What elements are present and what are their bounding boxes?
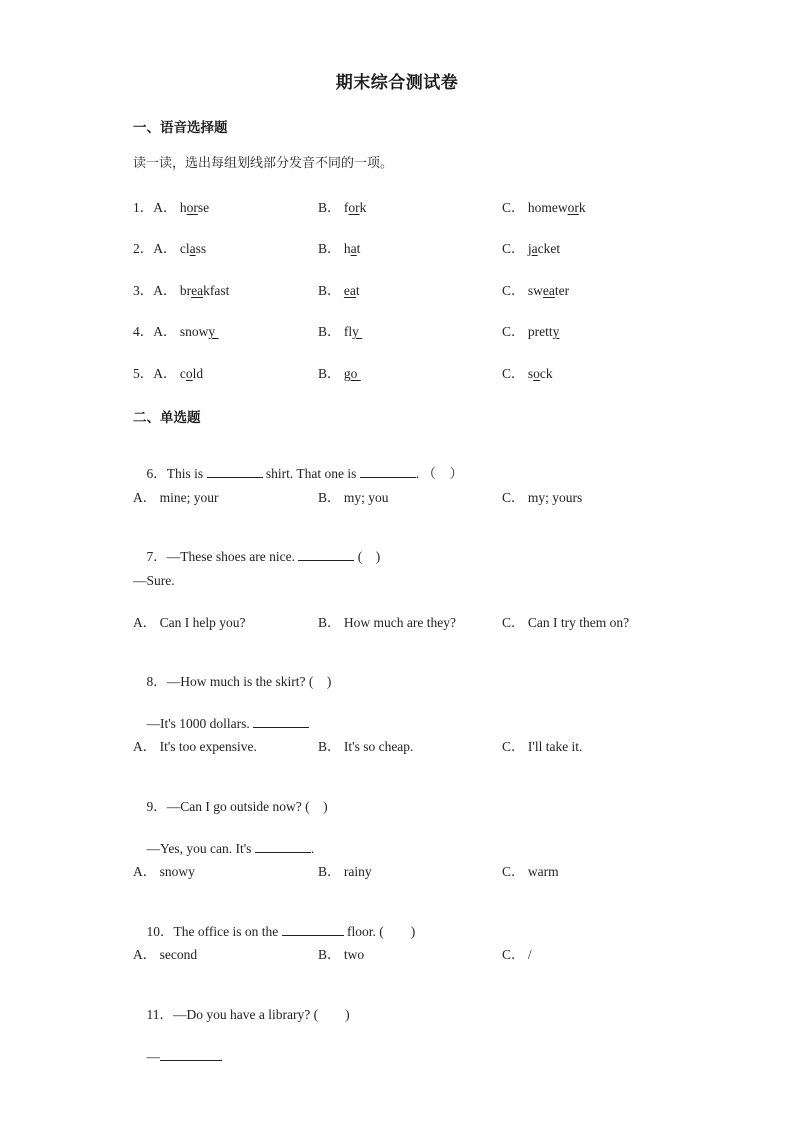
option-text: my; yours (527, 490, 583, 505)
option-text: br (179, 283, 192, 298)
underlined-letters: y (352, 324, 363, 339)
option-label: A． (153, 324, 180, 339)
underlined-letters: a (350, 241, 357, 256)
underlined-letters: y (552, 324, 560, 339)
page-title: 期末综合测试卷 (335, 73, 459, 93)
option-text: k (359, 200, 367, 215)
option-text: f (343, 200, 349, 215)
option-label: A． (153, 283, 180, 298)
underlined-letters: a (531, 241, 538, 256)
option-text: c (179, 366, 186, 381)
answer-option[interactable] (133, 489, 219, 507)
option-text: How much are they? (343, 615, 456, 630)
option-text: two (343, 947, 365, 962)
phonics-option[interactable] (133, 365, 203, 383)
option-label: A． (133, 864, 160, 879)
option-text: h (343, 241, 351, 256)
option-text: It's too expensive. (159, 739, 257, 754)
option-text: my; you (343, 490, 389, 505)
answer-option[interactable] (502, 863, 559, 881)
option-label: C． (502, 241, 528, 256)
answer-blank[interactable] (360, 465, 416, 478)
option-text: Can I try them on? (527, 615, 630, 630)
answer-option[interactable] (318, 738, 413, 756)
phonics-option[interactable] (502, 240, 560, 258)
question-number: 5． (133, 366, 154, 381)
option-label: C． (502, 947, 528, 962)
answer-option[interactable] (502, 946, 532, 964)
phonics-option[interactable] (502, 365, 553, 383)
answer-blank[interactable] (207, 465, 263, 478)
underlined-letters: ea (343, 283, 356, 298)
option-text: h (179, 200, 187, 215)
phonics-option[interactable] (133, 199, 209, 217)
question-number: 9． (146, 799, 167, 814)
answer-blank[interactable] (255, 840, 311, 853)
option-label: C． (502, 200, 528, 215)
option-text: Can I help you? (159, 615, 246, 630)
answer-option[interactable] (318, 946, 364, 964)
question-number: 3． (133, 283, 154, 298)
answer-option[interactable] (133, 738, 257, 756)
question-text: —Yes, you can. It's (146, 841, 252, 856)
option-label: B． (318, 864, 344, 879)
underlined-letters: ea (191, 283, 204, 298)
phonics-option[interactable] (318, 323, 362, 341)
question-text: — (146, 1049, 160, 1064)
option-text: se (197, 200, 210, 215)
option-text: kfast (203, 283, 230, 298)
question-text: —It's 1000 dollars. (146, 716, 250, 731)
phonics-option[interactable] (318, 240, 360, 258)
option-text: ss (195, 241, 207, 256)
option-text: snowy (159, 864, 195, 879)
question-text: This is (166, 466, 204, 481)
question-text: . (310, 841, 315, 856)
option-text: j (527, 241, 532, 256)
section-heading-single-choice: 二、单选题 (133, 410, 201, 426)
phonics-option[interactable] (318, 282, 360, 300)
answer-option[interactable] (502, 489, 582, 507)
option-label: B． (318, 241, 344, 256)
underlined-letters: o (185, 366, 193, 381)
option-text: cket (537, 241, 561, 256)
option-text: g (343, 366, 351, 381)
option-text: ld (192, 366, 204, 381)
underlined-letters: or (567, 200, 579, 215)
option-text: mine; your (159, 490, 219, 505)
question-text: —How much is the skirt? ( ) (166, 674, 332, 689)
option-text: t (356, 241, 361, 256)
question-number: 11． (146, 1007, 173, 1022)
option-label: B． (318, 200, 344, 215)
answer-option[interactable] (133, 614, 245, 632)
question-text: —These shoes are nice. (166, 549, 295, 564)
question-number: 10． (146, 924, 174, 939)
answer-blank[interactable] (298, 548, 354, 561)
question-number: 1． (133, 200, 154, 215)
phonics-option[interactable] (318, 199, 366, 217)
phonics-option[interactable] (318, 365, 361, 383)
option-text: s (527, 366, 534, 381)
option-text: I'll take it. (527, 739, 583, 754)
question-number: 7． (146, 549, 167, 564)
underlined-letters: or (348, 200, 360, 215)
phonics-option[interactable] (502, 323, 559, 341)
answer-option[interactable] (318, 863, 372, 881)
option-label: C． (502, 283, 528, 298)
option-text: prett (527, 324, 553, 339)
option-label: A． (133, 615, 160, 630)
question-text: floor. ( ) (346, 924, 416, 939)
question-7-dialogue: —Sure. (133, 573, 175, 588)
option-text: second (159, 947, 198, 962)
option-label: C． (502, 864, 528, 879)
option-label: C． (502, 490, 528, 505)
option-label: A． (153, 200, 180, 215)
answer-blank[interactable] (282, 923, 344, 936)
question-11-dialogue (133, 1030, 222, 1084)
underlined-letters: ea (542, 283, 555, 298)
answer-blank[interactable] (160, 1048, 222, 1061)
answer-option[interactable] (502, 738, 582, 756)
underlined-letters: or (186, 200, 198, 215)
option-text: snow (179, 324, 209, 339)
option-label: A． (153, 241, 180, 256)
option-label: B． (318, 615, 344, 630)
phonics-option[interactable] (133, 323, 219, 341)
option-label: A． (153, 366, 180, 381)
section-heading-phonics: 一、语音选择题 (133, 120, 228, 136)
option-label: B． (318, 366, 344, 381)
question-text: The office is on the (173, 924, 279, 939)
phonics-option[interactable] (133, 282, 229, 300)
answer-blank[interactable] (253, 715, 309, 728)
option-label: C． (502, 739, 528, 754)
option-text: ck (539, 366, 553, 381)
option-text: sw (527, 283, 543, 298)
question-text: —Can I go outside now? ( ) (166, 799, 328, 814)
option-label: A． (133, 947, 160, 962)
answer-option[interactable] (133, 863, 195, 881)
phonics-option[interactable] (133, 240, 206, 258)
option-text: k (578, 200, 586, 215)
option-text: fl (343, 324, 353, 339)
question-number: 4． (133, 324, 154, 339)
option-label: C． (502, 615, 528, 630)
question-number: 6． (146, 466, 167, 481)
option-text: homew (527, 200, 568, 215)
question-text: . （ ） (415, 466, 464, 481)
option-label: B． (318, 283, 344, 298)
option-text: It's so cheap. (343, 739, 414, 754)
phonics-option[interactable] (502, 282, 569, 300)
phonics-option[interactable] (502, 199, 586, 217)
option-text: cl (179, 241, 190, 256)
question-text: ( ) (357, 549, 381, 564)
option-label: C． (502, 324, 528, 339)
option-label: B． (318, 739, 344, 754)
underlined-letters: a (189, 241, 196, 256)
option-label: A． (133, 739, 160, 754)
question-text: —Do you have a library? ( ) (173, 1007, 350, 1022)
option-label: B． (318, 947, 344, 962)
option-label: B． (318, 490, 344, 505)
option-label: B． (318, 324, 344, 339)
option-text: / (527, 947, 532, 962)
answer-option[interactable] (502, 614, 629, 632)
option-label: C． (502, 366, 528, 381)
question-number: 2． (133, 241, 154, 256)
answer-option[interactable] (318, 489, 389, 507)
option-label: A． (133, 490, 160, 505)
section-instruction: 读一读，选出每组划线部分发音不同的一项。 (133, 156, 394, 171)
option-text: rainy (343, 864, 372, 879)
underlined-letters: y (208, 324, 219, 339)
underlined-letters: o (533, 366, 540, 381)
option-text: t (355, 283, 360, 298)
question-text: shirt. That one is (265, 466, 357, 481)
underlined-letters: o (350, 366, 361, 381)
option-text: ter (554, 283, 570, 298)
question-number: 8． (146, 674, 167, 689)
answer-option[interactable] (133, 946, 197, 964)
option-text: warm (527, 864, 559, 879)
answer-option[interactable] (318, 614, 456, 632)
